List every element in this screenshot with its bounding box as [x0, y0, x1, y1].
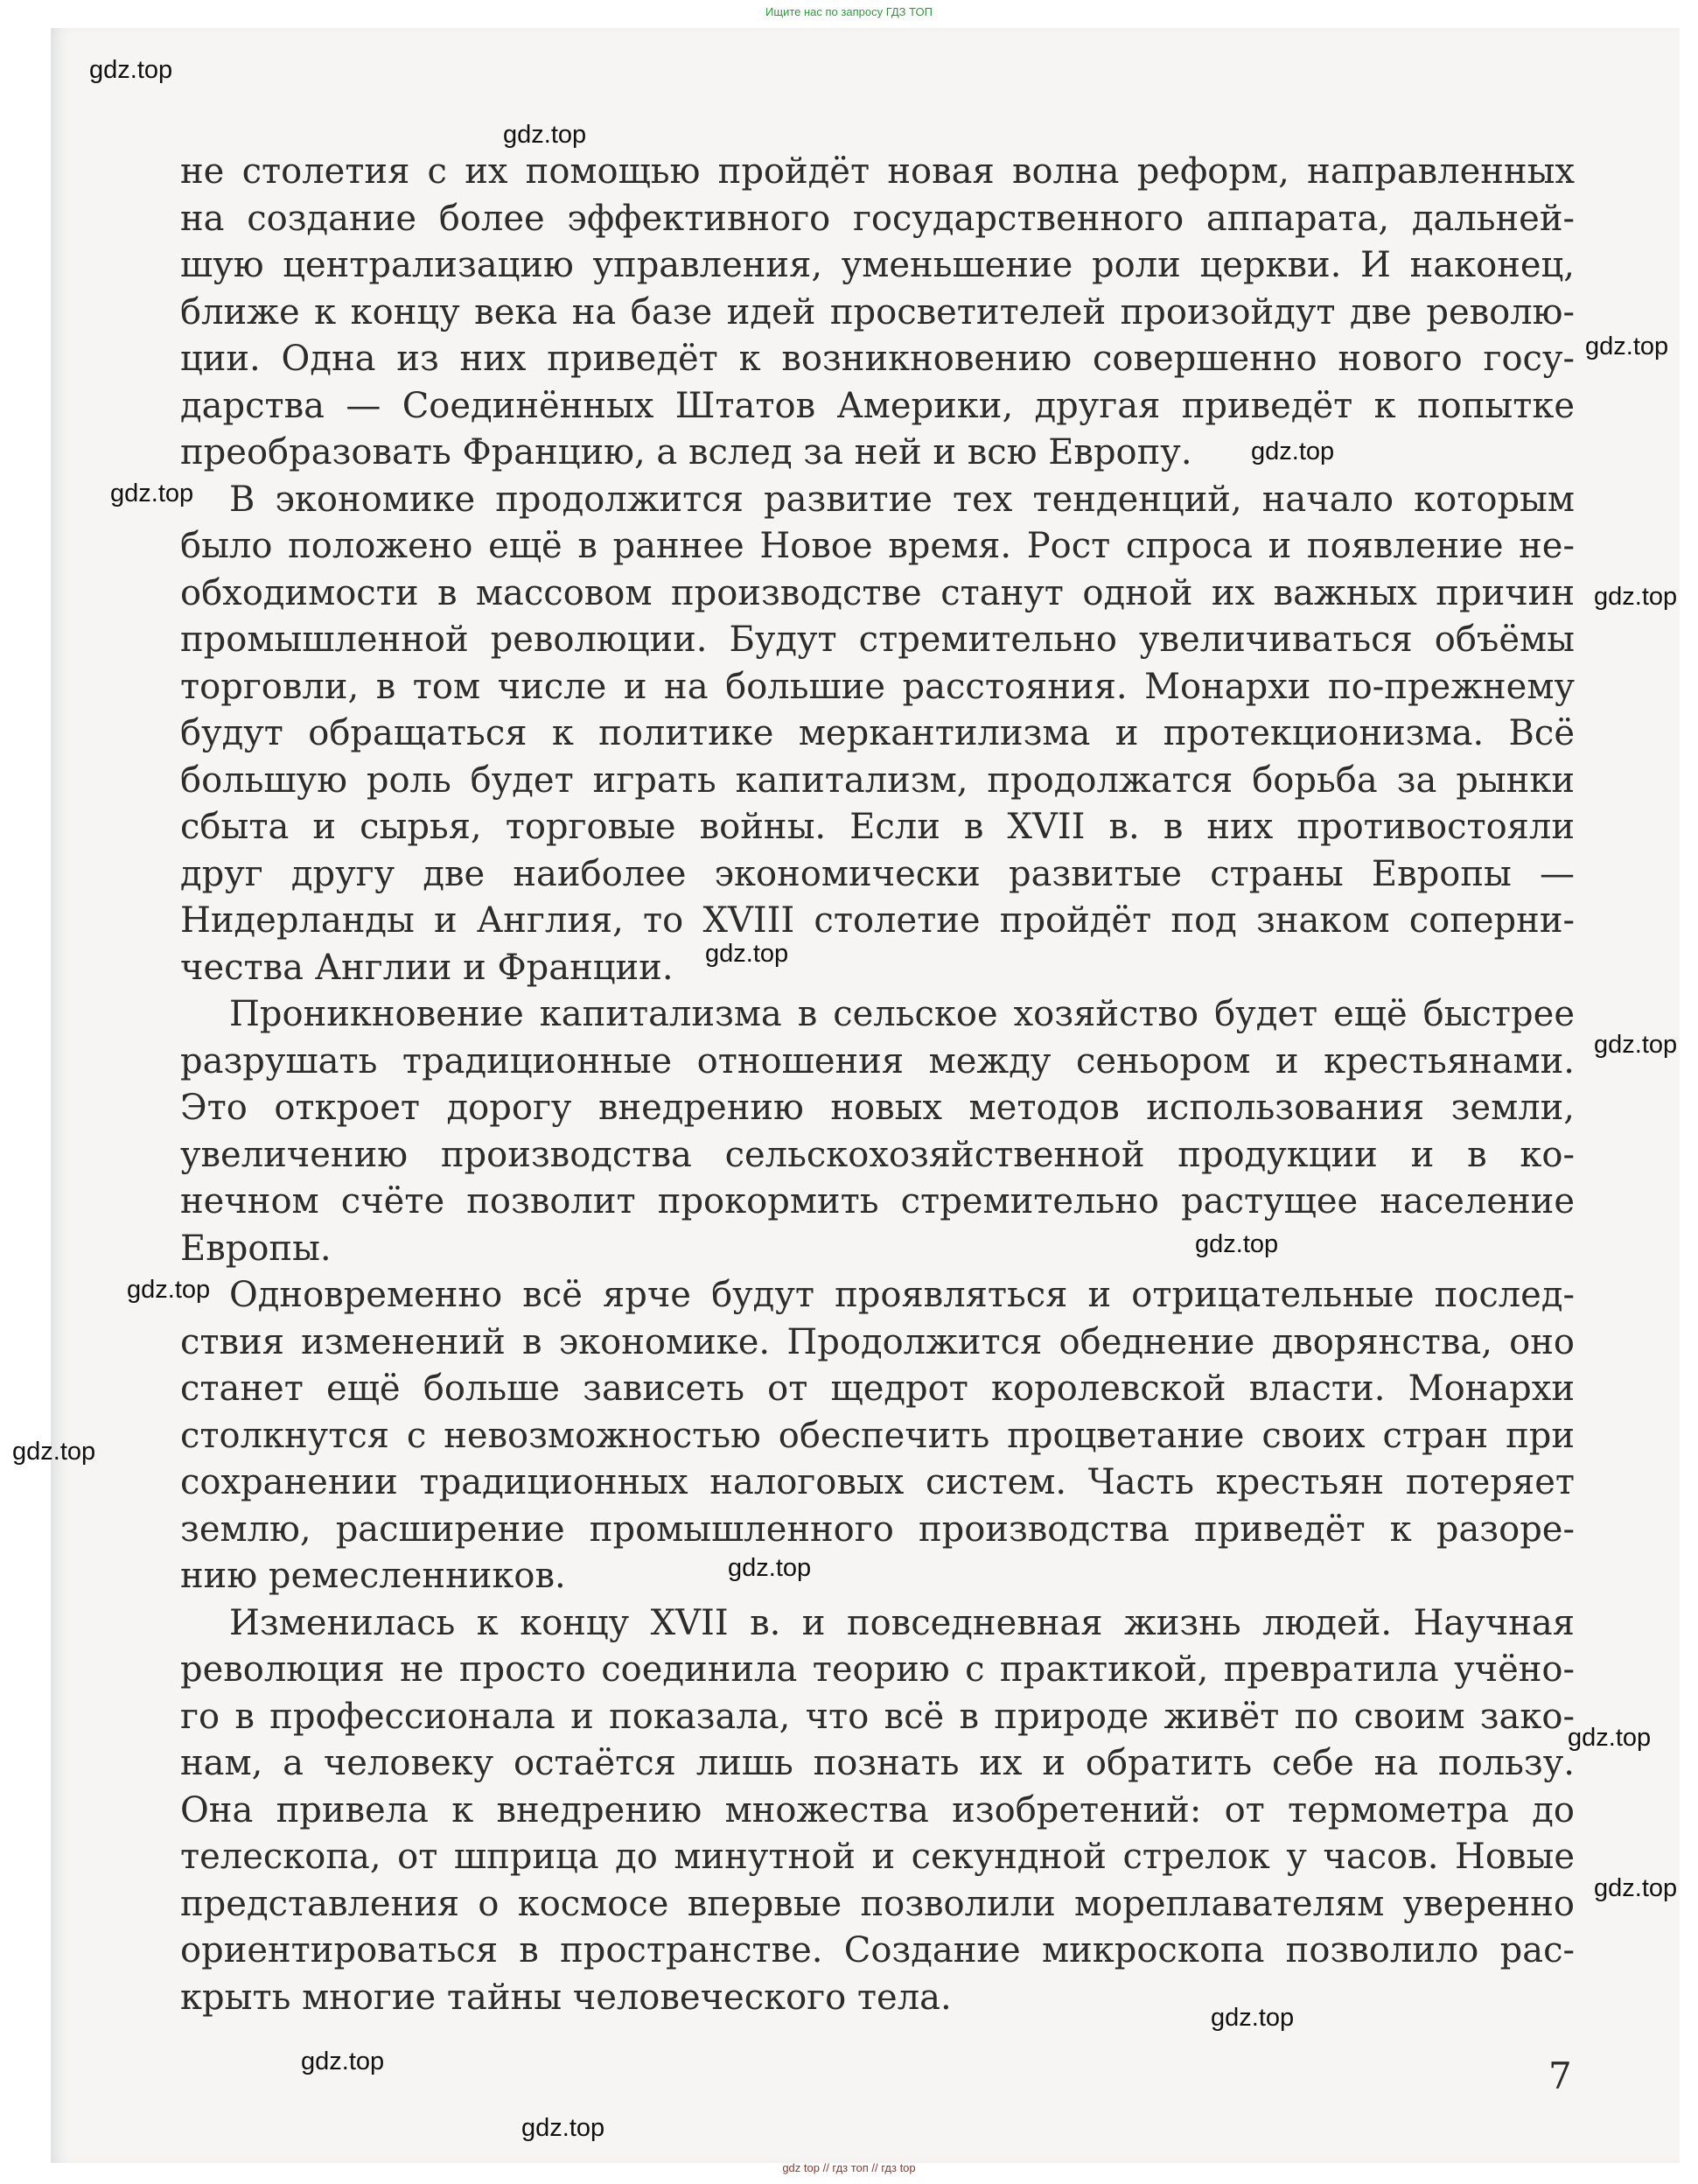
text-line: обходимости в массовом производстве станут одной их важных причин: [180, 572, 1575, 613]
text-line: на создание более эффективного государственного аппарата, дальней-: [180, 198, 1575, 239]
text-line: землю, расширение промышленного производства приведёт к разоре-: [180, 1508, 1575, 1550]
text-line: столкнутся с невозможностью обеспечить процветание своих стран при: [180, 1415, 1575, 1456]
text-line: разрушать традиционные отношения между сеньором и крестьянами.: [180, 1040, 1575, 1082]
text-line: го в профессионала и показала, что всё в природе живёт по своим зако-: [180, 1696, 1575, 1737]
text-line: Одновременно всё ярче будут проявляться и отрицательные послед-: [229, 1275, 1575, 1315]
watermark: gdz.top: [1211, 2004, 1295, 2032]
text-line: было положено ещё в раннее Новое время. Рост спроса и появление не-: [180, 526, 1575, 566]
text-line: ориентироваться в пространстве. Создание микроскопа позволило рас-: [180, 1930, 1575, 1970]
text-line: Изменилась к концу XVII в. и повседневная жизнь людей. Научная: [229, 1602, 1575, 1643]
text-line: революция не просто соединила теорию с практикой, превратила учёно-: [180, 1649, 1575, 1690]
text-line: ствия изменений в экономике. Продолжится обеднение дворянства, оно: [180, 1321, 1575, 1362]
text-line: крыть многие тайны человеческого тела.: [180, 1977, 952, 2018]
watermark: gdz.top: [728, 1554, 812, 1582]
text-line: Европы.: [180, 1228, 332, 1269]
watermark: gdz.top: [1594, 1874, 1678, 1902]
text-line: торговли, в том числе и на большие расстояния. Монархи по-прежнему: [180, 666, 1575, 707]
top-banner[interactable]: Ищите нас по запросу ГДЗ ТОП: [765, 5, 933, 18]
text-line: нию ремесленников.: [180, 1556, 566, 1596]
watermark: gdz.top: [110, 480, 194, 508]
text-line: дарства — Соединённых Штатов Америки, другая приведёт к попытке: [180, 385, 1575, 426]
text-line: промышленной революции. Будут стремительно увеличиваться объёмы: [180, 620, 1575, 660]
watermark: gdz.top: [1594, 1031, 1678, 1059]
watermark: gdz.top: [503, 121, 587, 149]
page-number: 7: [1548, 2054, 1572, 2097]
watermark: gdz.top: [521, 2114, 605, 2142]
watermark: gdz.top: [1195, 1230, 1279, 1258]
bottom-banner[interactable]: gdz top // гдз топ // гдз top: [782, 2161, 916, 2174]
text-line: будут обращаться к политике меркантилизма и протекционизма. Всё: [180, 713, 1575, 753]
watermark: gdz.top: [301, 2048, 385, 2076]
text-line: нам, а человеку остаётся лишь познать их и обратить себе на пользу.: [180, 1743, 1575, 1783]
watermark: gdz.top: [1594, 583, 1678, 611]
text-line: ближе к концу века на базе идей просветителей произойдут две револю-: [180, 291, 1575, 332]
text-line: телескопа, от шприца до минутной и секундной стрелок у часов. Новые: [180, 1837, 1575, 1877]
text-line: представления о космосе впервые позволили мореплавателям уверенно: [180, 1883, 1575, 1924]
watermark: gdz.top: [705, 940, 789, 968]
text-line: станет ещё больше зависеть от щедрот королевской власти. Монархи: [180, 1368, 1575, 1409]
text-line: Она привела к внедрению множества изобретений: от термометра до: [180, 1789, 1575, 1830]
text-line: увеличению производства сельскохозяйственной продукции и в ко-: [180, 1134, 1575, 1175]
text-line: Нидерланды и Англия, то XVIII столетие пройдёт под знаком соперни-: [180, 900, 1575, 941]
watermark: gdz.top: [127, 1276, 211, 1304]
watermark: gdz.top: [1251, 438, 1335, 466]
watermark: gdz.top: [1568, 1724, 1652, 1752]
watermark: gdz.top: [12, 1438, 96, 1466]
text-line: шую централизацию управления, уменьшение роли церкви. И наконец,: [180, 245, 1575, 285]
text-line: ции. Одна из них приведёт к возникновению совершенно нового госу-: [180, 339, 1575, 379]
watermark: gdz.top: [89, 56, 173, 84]
text-line: нечном счёте позволит прокормить стремительно растущее население: [180, 1181, 1575, 1222]
text-line: преобразовать Францию, а вслед за ней и всю Европу.: [180, 432, 1192, 472]
text-line: сохранении традиционных налоговых систем. Часть крестьян потеряет: [180, 1462, 1575, 1502]
text-line: Это откроет дорогу внедрению новых методов использования земли,: [180, 1088, 1575, 1128]
text-line: чества Англии и Франции.: [180, 947, 674, 988]
watermark: gdz.top: [1585, 332, 1669, 360]
text-line: не столетия с их помощью пройдёт новая волна реформ, направленных: [180, 151, 1575, 192]
text-body: [180, 149, 1575, 2021]
text-line: В экономике продолжится развитие тех тенденций, начало которым: [229, 479, 1575, 520]
text-line: друг другу две наиболее экономически развитые страны Европы —: [180, 853, 1575, 894]
text-line: большую роль будет играть капитализм, продолжатся борьба за рынки: [180, 760, 1575, 801]
text-line: сбыта и сырья, торговые войны. Если в XVII в. в них противостояли: [180, 807, 1575, 847]
text-line: Проникновение капитализма в сельское хозяйство будет ещё быстрее: [229, 994, 1575, 1034]
